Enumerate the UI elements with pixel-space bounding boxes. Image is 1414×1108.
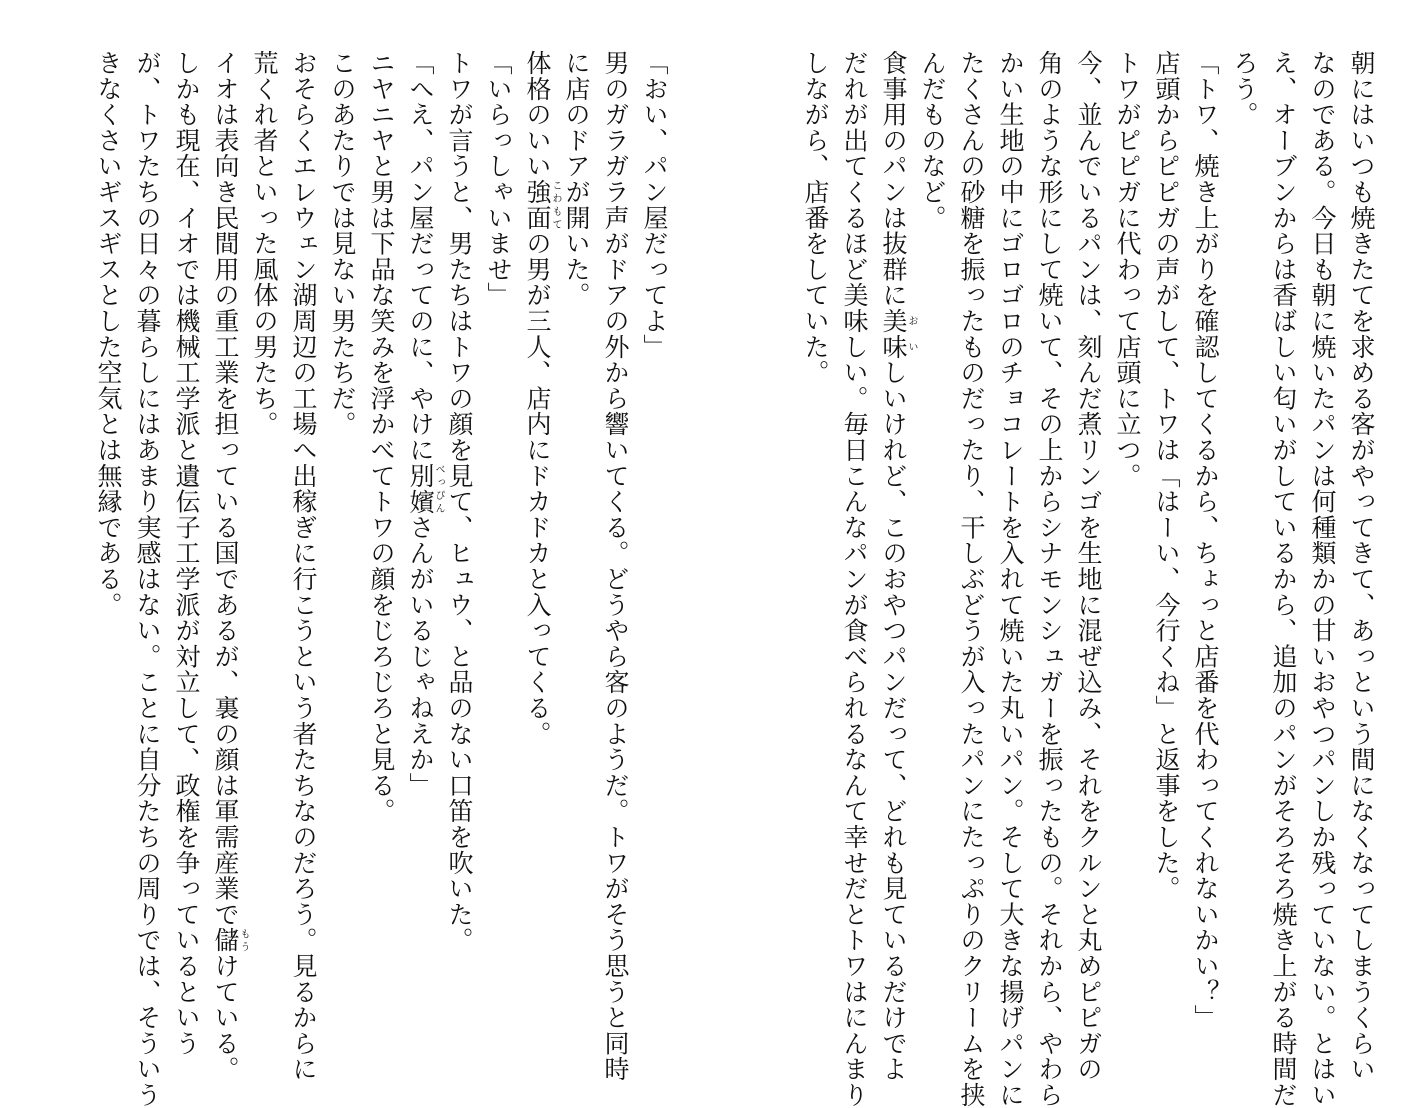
ruby-reading: おい — [906, 308, 917, 360]
text-line: 「トワ、焼き上がりを確認してくるから、ちょっと店番を代わってくれないかい？」 — [1191, 50, 1220, 1031]
text-line: おそらくエレウェン湖周辺の工場へ出稼ぎに行こうという者たちなのだろう。見るからに — [289, 50, 318, 1082]
text-line: 男のガラガラ声がドアの外から響いてくる。どうやら客のようだ。トワがそう思うと同時 — [601, 50, 630, 1082]
ruby-reading: もう — [238, 927, 249, 954]
ruby-reading: べっぴん — [433, 462, 444, 515]
ruby-base: 強面 — [523, 179, 552, 231]
text-line: 角のような形にして焼いて、その上からシナモンシュガーを振ったもの。それから、やわら — [1035, 50, 1064, 1108]
text-line: たくさんの砂糖を振ったものだったり、干しぶどうが入ったパンにたっぷりのクリームを挟 — [957, 50, 986, 1108]
text-segment: イオは表向き民間用の重工業を担っている国であるが、裏の顔は軍需産業で — [211, 50, 240, 928]
text-line: ろう。 — [1230, 50, 1259, 128]
text-line: だれが出てくるほど美味しい。毎日こんなパンが食べられるなんて幸せだとトワはにんまり — [840, 50, 869, 1108]
text-line: きなくさいギスギスとした空気とは無縁である。 — [94, 50, 123, 618]
ruby-reading: こわもて — [550, 179, 561, 231]
text-line: 店頭からピピガの声がして、トワは「はーい、今行くね」と返事をした。 — [1152, 50, 1181, 902]
text-segment: 食事用のパンは抜群に — [879, 50, 908, 308]
text-segment: の男が三人、店内にドカドカと入ってくる。 — [523, 230, 552, 747]
text-line: このあたりでは見ない男たちだ。 — [328, 50, 357, 437]
text-segment: さんがいるじゃねえか」 — [406, 514, 435, 799]
text-line: が、トワたちの日々の暮らしにはあまり実感はない。ことに自分たちの周りでは、そういう — [133, 50, 162, 1108]
text-line: トワがピピガに代わって店頭に立つ。 — [1113, 50, 1142, 489]
ruby-word — [211, 927, 249, 954]
text-line: しかも現在、イオでは機械工学派と遺伝子工学派が対立して、政権を争っているという — [172, 50, 201, 1057]
text-line: なのである。今日も朝に焼いたパンは何種類かの甘いおやつパンしか残っていない。とはい — [1308, 50, 1337, 1108]
text-segment: けている。 — [211, 953, 240, 1083]
text-line: んだものなど。 — [918, 50, 947, 231]
text-segment: 体格のいい — [523, 50, 552, 179]
text-line-with-ruby — [407, 50, 444, 970]
text-line: に店のドアが開いた。 — [562, 50, 591, 308]
text-line: 朝にはいつも焼きたてを求める客がやってきて、あっという間になくなってしまうくらい — [1347, 50, 1376, 1082]
ruby-base: 美味 — [879, 308, 908, 360]
text-line-with-ruby — [211, 50, 249, 1083]
text-line-with-ruby — [524, 50, 561, 970]
ruby-word — [523, 179, 561, 231]
text-line: しながら、店番をしていた。 — [801, 50, 830, 386]
text-line: トワが言うと、男たちはトワの顔を見て、ヒュウ、と品のない口笛を吹いた。 — [445, 50, 474, 953]
ruby-word — [406, 462, 444, 515]
text-line: 荒くれ者といった風体の男たち。 — [250, 50, 279, 437]
text-line-with-ruby — [879, 50, 917, 1083]
ruby-base: 儲 — [211, 927, 240, 954]
text-segment: しいけれど、このおやつパンだって、どれも見ているだけでよ — [879, 359, 908, 1083]
ruby-base: 別嬪 — [406, 462, 435, 515]
text-line: ニヤニヤと男は下品な笑みを浮かべてトワの顔をじろじろと見る。 — [367, 50, 396, 824]
right-page — [707, 0, 1414, 1108]
text-segment: 「へえ、パン屋だってのに、やけに — [406, 50, 435, 463]
text-line: かい生地の中にゴロゴロのチョコレートを入れて焼いた丸いパン。そして大きな揚げパンに — [996, 50, 1025, 1108]
text-line: 「いらっしゃいませ」 — [484, 50, 513, 308]
text-line: 「おい、パン屋だってよ」 — [640, 50, 669, 360]
text-line: え、オーブンからは香ばしい匂いがしているから、追加のパンがそろそろ焼き上がる時間だ — [1269, 50, 1298, 1108]
text-line: 今、並んでいるパンは、刻んだ煮リンゴを生地に混ぜ込み、それをクルンと丸めピピガの — [1074, 50, 1103, 1082]
ruby-word — [879, 308, 917, 360]
